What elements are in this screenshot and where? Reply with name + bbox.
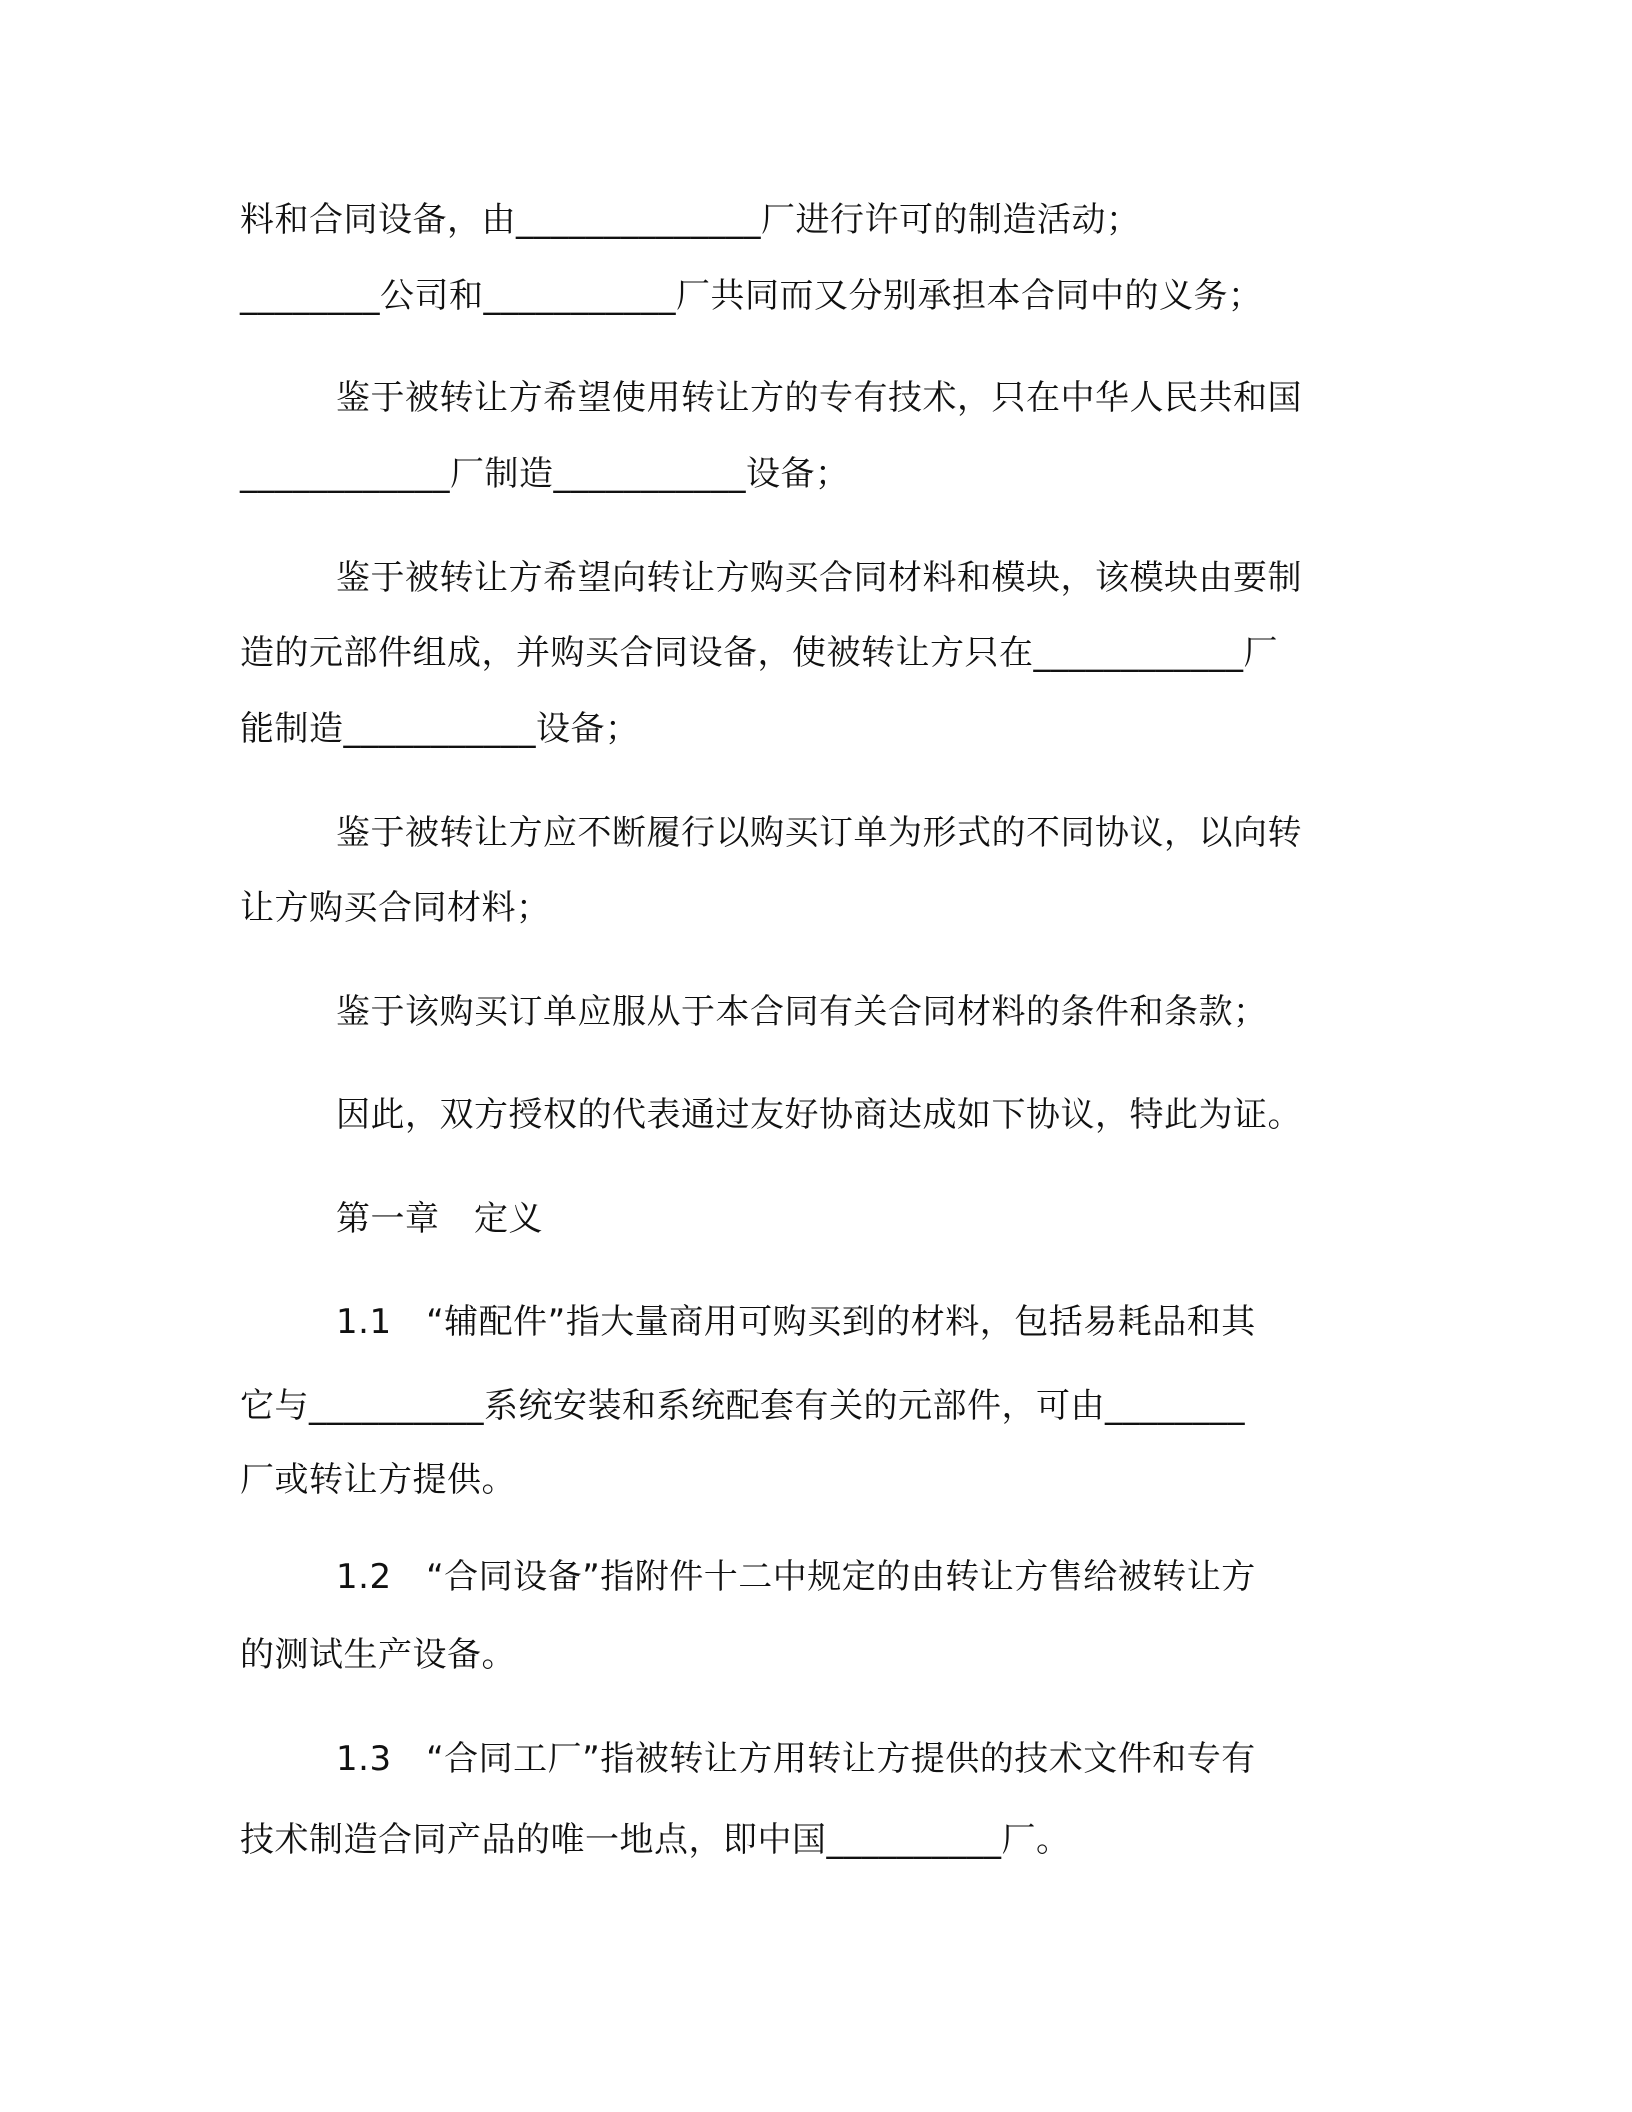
text-line: 料和合同设备，由______________厂进行许可的制造活动； [240,200,1141,240]
text-line: 厂或转让方提供。 [240,1460,516,1500]
text-line: 的测试生产设备。 [240,1635,516,1675]
text-line: 造的元部件组成，并购买合同设备，使被转让方只在____________厂 [240,633,1278,673]
clause-1-1: 1.1 “辅配件”指大量商用可购买到的材料，包括易耗品和其 [336,1302,1256,1342]
paragraph-first-line: 鉴于被转让方希望向转让方购买合同材料和模块，该模块由要制 [336,558,1302,598]
chapter-heading: 第一章 定义 [336,1199,543,1239]
text-line: ________公司和___________厂共同而又分别承担本合同中的义务； [240,276,1263,316]
text-line: 让方购买合同材料； [240,888,551,928]
paragraph-first-line: 鉴于被转让方希望使用转让方的专有技术，只在中华人民共和国 [336,378,1302,418]
text-line: 它与__________系统安装和系统配套有关的元部件，可由________ [240,1386,1245,1426]
clause-1-3: 1.3 “合同工厂”指被转让方用转让方提供的技术文件和专有 [336,1739,1256,1779]
clause-1-2: 1.2 “合同设备”指附件十二中规定的由转让方售给被转让方 [336,1557,1256,1597]
paragraph-first-line: 鉴于被转让方应不断履行以购买订单为形式的不同协议，以向转 [336,813,1302,853]
paragraph-first-line: 因此，双方授权的代表通过友好协商达成如下协议，特此为证。 [336,1095,1302,1135]
text-line: 技术制造合同产品的唯一地点，即中国__________厂。 [240,1820,1071,1860]
text-line: ____________厂制造___________设备； [240,454,850,494]
paragraph-first-line: 鉴于该购买订单应服从于本合同有关合同材料的条件和条款； [336,992,1268,1032]
text-line: 能制造___________设备； [240,709,640,749]
